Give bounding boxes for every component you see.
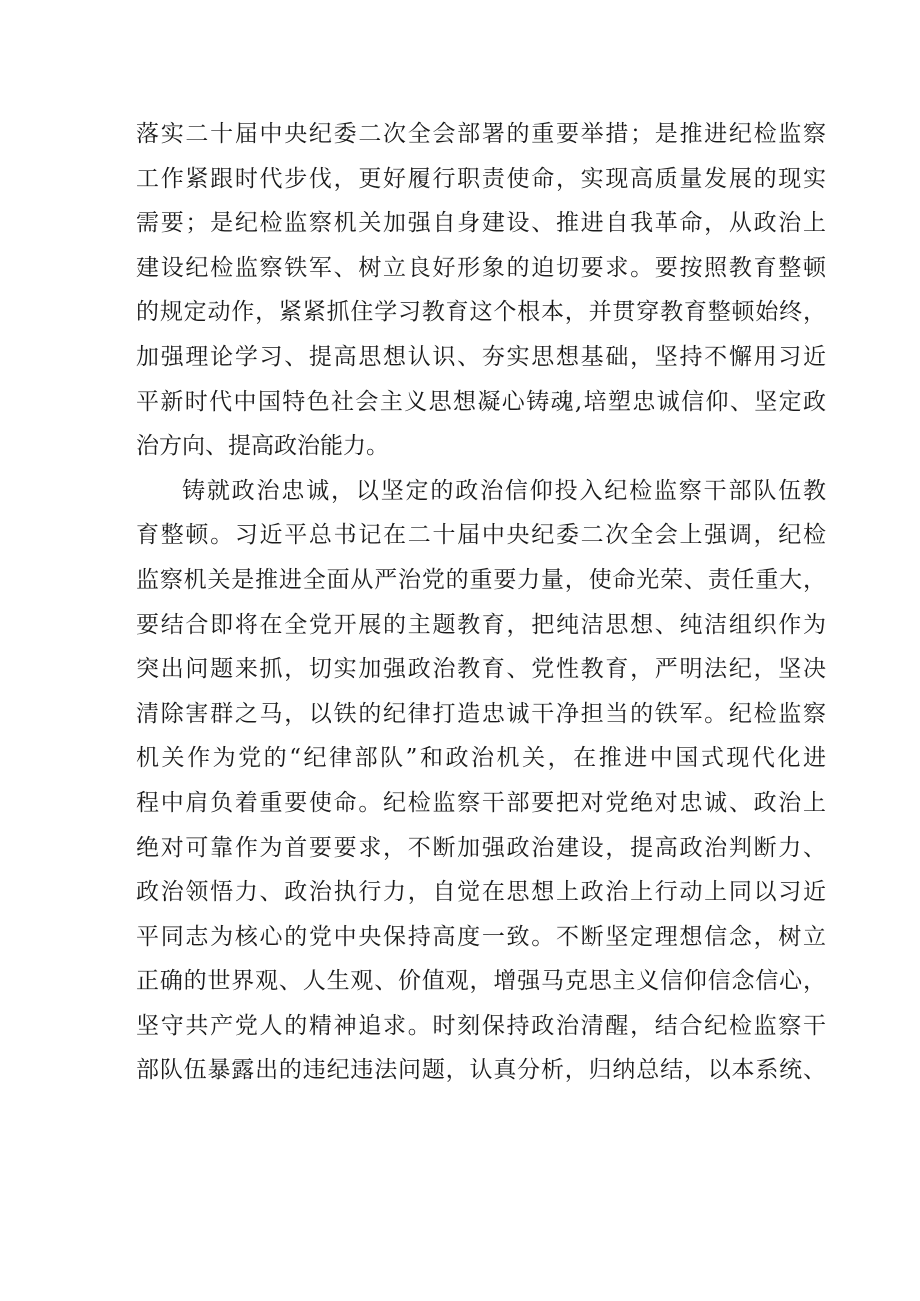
text-line: 要结合即将在全党开展的主题教育，把纯洁思想、纯洁组织作为 (136, 611, 826, 638)
text-line: 加强理论学习、提高思想认识、夯实思想基础，坚持不懈用习近 (136, 343, 826, 370)
text-line: 机关作为党的“纪律部队”和政治机关，在推进中国式现代化进 (136, 745, 826, 772)
text-line: 育整顿。习近平总书记在二十届中央纪委二次全会上强调，纪检 (136, 522, 826, 549)
text-line: 政治领悟力、政治执行力，自觉在思想上政治上行动上同以习近 (136, 879, 826, 906)
text-line: 平同志为核心的党中央保持高度一致。不断坚定理想信念，树立 (136, 923, 826, 950)
text-line: 程中肩负着重要使命。纪检监察干部要把对党绝对忠诚、政治上 (136, 789, 826, 816)
text-line: 工作紧跟时代步伐，更好履行职责使命，实现高质量发展的现实 (136, 165, 826, 192)
text-line: 的规定动作，紧紧抓住学习教育这个根本，并贯穿教育整顿始终， (136, 299, 826, 326)
paragraph-first-line: 铸就政治忠诚，以坚定的政治信仰投入纪检监察干部队伍教 (182, 477, 826, 504)
text-line: 突出问题来抓，切实加强政治教育、党性教育，严明法纪，坚决 (136, 656, 826, 683)
text-line: 治方向、提高政治能力。 (136, 433, 389, 460)
text-line: 清除害群之马，以铁的纪律打造忠诚干净担当的铁军。纪检监察 (136, 700, 826, 727)
text-line: 坚守共产党人的精神追求。时刻保持政治清醒，结合纪检监察干 (136, 1012, 826, 1039)
body-text (136, 112, 826, 1093)
text-line: 建设纪检监察铁军、树立良好形象的迫切要求。要按照教育整顿 (136, 254, 826, 281)
text-line: 平新时代中国特色社会主义思想凝心铸魂,培塑忠诚信仰、坚定政 (136, 388, 826, 415)
text-line: 监察机关是推进全面从严治党的重要力量，使命光荣、责任重大， (136, 566, 826, 593)
text-line: 正确的世界观、人生观、价值观，增强马克思主义信仰信念信心， (136, 968, 826, 995)
text-line: 需要；是纪检监察机关加强自身建设、推进自我革命，从政治上 (136, 210, 826, 237)
text-line: 部队伍暴露出的违纪违法问题，认真分析，归纳总结，以本系统、 (136, 1057, 826, 1084)
text-line: 绝对可靠作为首要要求，不断加强政治建设，提高政治判断力、 (136, 834, 826, 861)
text-line: 落实二十届中央纪委二次全会部署的重要举措；是推进纪检监察 (136, 121, 826, 147)
